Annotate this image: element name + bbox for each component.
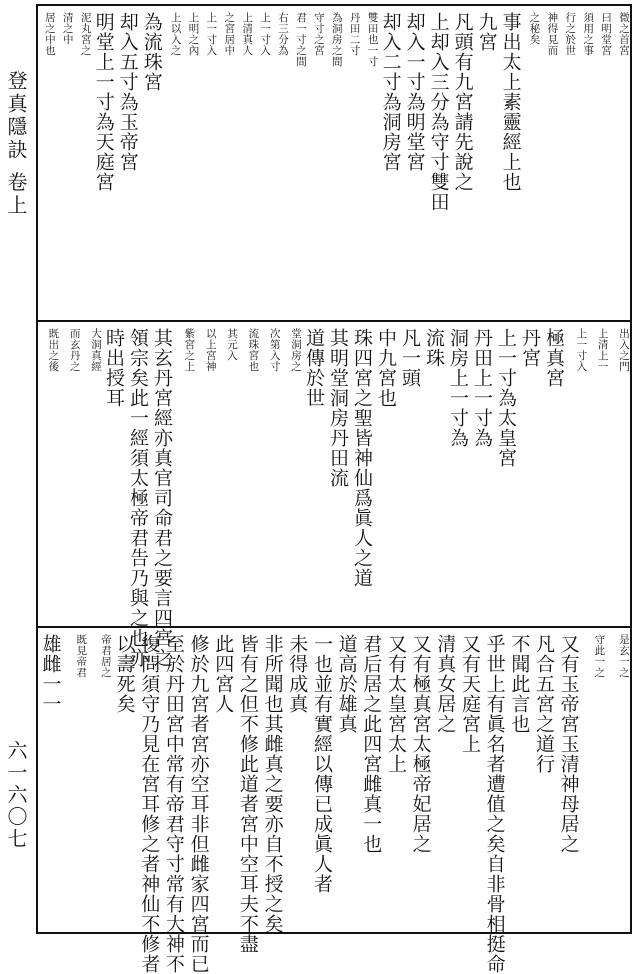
text-column: 又有太皇宮太上 <box>384 634 407 774</box>
text-column: 領宗矣此一經須太極帝君告乃與之也亦 <box>127 328 150 668</box>
text-column: 洞房上一寸為 <box>447 328 470 448</box>
text-column: 又有玉帝宮玉清神母居之 <box>557 634 580 854</box>
annotation-column: 丹田二寸 <box>348 12 361 56</box>
annotation-column: 紫宮之上 <box>183 328 196 372</box>
text-column: 雄雌一一 <box>39 634 62 714</box>
annotation-column: 上清上一 <box>596 328 609 372</box>
annotation-column: 流珠宮也 <box>247 328 260 372</box>
text-column: 君后居之此四宮雌真一也 <box>360 634 383 854</box>
text-column: 皆有之但不修此道者宮中空耳夫不盡 <box>236 634 259 954</box>
text-column: 清真女居之 <box>434 634 457 734</box>
register-top <box>38 6 630 318</box>
text-column: 上却入三分為守寸雙田 <box>427 12 450 212</box>
text-column: 流珠 <box>423 328 446 368</box>
text-column: 又有天庭宮上 <box>458 634 481 754</box>
annotation-column: 以上宮神 <box>204 328 217 372</box>
text-column: 道高於雄真 <box>335 634 358 734</box>
text-column: 一也並有實經以傳已成眞人者 <box>310 634 333 894</box>
annotation-column: 上清真人 <box>241 12 254 56</box>
annotation-column: 須用之事 <box>582 12 595 56</box>
text-column: 凡一頭 <box>399 328 422 388</box>
text-column: 却入二寸為洞房宮 <box>379 12 402 172</box>
text-column: 其玄丹宮經亦真官司命君之要言四宮之 <box>151 328 174 668</box>
annotation-column: 微之首宮 <box>618 12 630 56</box>
text-column: 以壽死矣 <box>113 634 136 714</box>
text-column: 却入五寸為玉帝宮 <box>116 12 139 172</box>
annotation-column: 帝君居之 <box>99 634 112 678</box>
text-column: 時出授耳 <box>103 328 126 408</box>
annotation-column: 上以入之 <box>169 12 182 56</box>
annotation-column: 堂洞房之 <box>290 328 303 372</box>
text-column: 明堂上一寸為天庭宮 <box>92 12 115 192</box>
annotation-column: 守寸之宮 <box>312 12 325 56</box>
text-column: 不聞此言也 <box>508 634 531 734</box>
annotation-column: 之宮居中 <box>223 12 236 56</box>
text-column: 中九宮也 <box>375 328 398 408</box>
text-column: 上一寸為太皇宮 <box>495 328 518 468</box>
annotation-column: 為洞房之間 <box>330 12 343 67</box>
annotation-column: 而玄丹之 <box>68 328 81 372</box>
text-column: 未得成真 <box>286 634 309 714</box>
text-column: 珠四宮之聖皆神仙爲眞人之道 <box>351 328 374 588</box>
annotation-column: 上明之內 <box>187 12 200 56</box>
annotation-column: 上一寸入 <box>205 12 218 56</box>
text-column: 又有極真宮太極帝妃居之 <box>409 634 432 854</box>
text-column: 此四宮人 <box>212 634 235 714</box>
text-column: 復問須守乃見在宮耳修之者神仙不修者 <box>138 634 161 974</box>
text-column: 丹田上一寸為 <box>471 328 494 448</box>
annotation-column: 次第入寸 <box>268 328 281 372</box>
text-column: 非所聞也其雌真之要亦自不授之矣 <box>261 634 284 934</box>
text-column: 道傳於世 <box>303 328 326 408</box>
text-column: 乎世上有眞名者遭值之矣自非骨相挺命 <box>483 634 506 974</box>
text-column: 其明堂洞房丹田流 <box>327 328 350 488</box>
text-column: 丹宮 <box>519 328 542 368</box>
text-column: 事出太上素靈經上也 <box>499 12 522 192</box>
annotation-column: 大洞真經 <box>90 328 103 372</box>
annotation-column: 其元入 <box>226 328 239 361</box>
margin-title: 登真隱訣 卷上 <box>4 70 28 218</box>
page-frame <box>36 4 632 974</box>
annotation-column: 雙田也一寸 <box>366 12 379 67</box>
annotation-column: 行之於世 <box>564 12 577 56</box>
annotation-column: 上一寸入 <box>259 12 272 56</box>
annotation-column: 神得見而 <box>546 12 559 56</box>
annotation-column: 出入之門 <box>618 328 630 372</box>
page-number: 六一六〇七 <box>4 740 28 850</box>
annotation-column: 上一寸入 <box>575 328 588 372</box>
text-column: 凡頭有九宮請先說之 <box>451 12 474 192</box>
text-column: 却入一寸為明堂宮 <box>403 12 426 172</box>
annotation-column: 君一寸之間 <box>294 12 307 67</box>
text-column: 為流珠宮 <box>140 12 163 92</box>
text-column: 極真宮 <box>543 328 566 388</box>
annotation-column: 既出之後 <box>47 328 60 372</box>
annotation-column: 既見帝君 <box>75 634 88 678</box>
text-column: 凡合五宮之道行 <box>532 634 555 774</box>
annotation-column: 是玄一之 <box>618 634 630 678</box>
annotation-column: 守此一之 <box>593 634 606 678</box>
annotation-column: 居之中也 <box>43 12 56 56</box>
text-column: 至於丹田宮中常有帝君守寸常有大神不 <box>162 634 185 974</box>
annotation-column: 清之中 <box>61 12 74 45</box>
annotation-column: 曰明堂宮 <box>600 12 613 56</box>
annotation-column: 右三分為 <box>277 12 290 56</box>
text-column: 九宮 <box>475 12 498 52</box>
text-column: 修於九宮者宮亦空耳非但雌家四宮而已 <box>187 634 210 974</box>
annotation-column: 之秘矣 <box>528 12 541 45</box>
register-bottom <box>38 626 630 974</box>
annotation-column: 泥丸宮之 <box>79 12 92 56</box>
